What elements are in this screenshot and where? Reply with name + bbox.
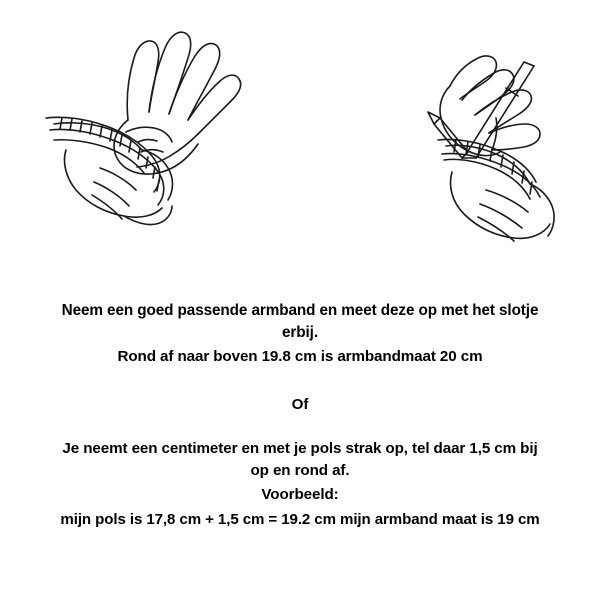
- hand-with-pen-marking-tape-illustration: [310, 0, 590, 285]
- illustration-row: [0, 0, 600, 280]
- instruction-line-1: Neem een goed passende armband en meet deze op met het slotje: [61, 302, 539, 319]
- instruction-line-2: Rond af naar boven 19.8 cm is armbandmaat 20 cm: [117, 348, 483, 366]
- instruction-line-3: Je neemt een centimeter en met je pols strak op, tel daar 1,5 cm bij: [62, 440, 538, 458]
- instructions-text: [0, 300, 600, 530]
- instruction-separator: Of: [291, 396, 309, 414]
- example-calculation: mijn pols is 17,8 cm + 1,5 cm = 19.2 cm mijn armband maat is 19 cm: [60, 510, 540, 528]
- instruction-line-1b: erbij.: [282, 324, 318, 342]
- example-heading: Voorbeeld:: [261, 486, 339, 504]
- hand-with-bracelet-measuring-tape-illustration: [10, 0, 290, 285]
- instruction-line-3b: op en rond af.: [250, 462, 350, 480]
